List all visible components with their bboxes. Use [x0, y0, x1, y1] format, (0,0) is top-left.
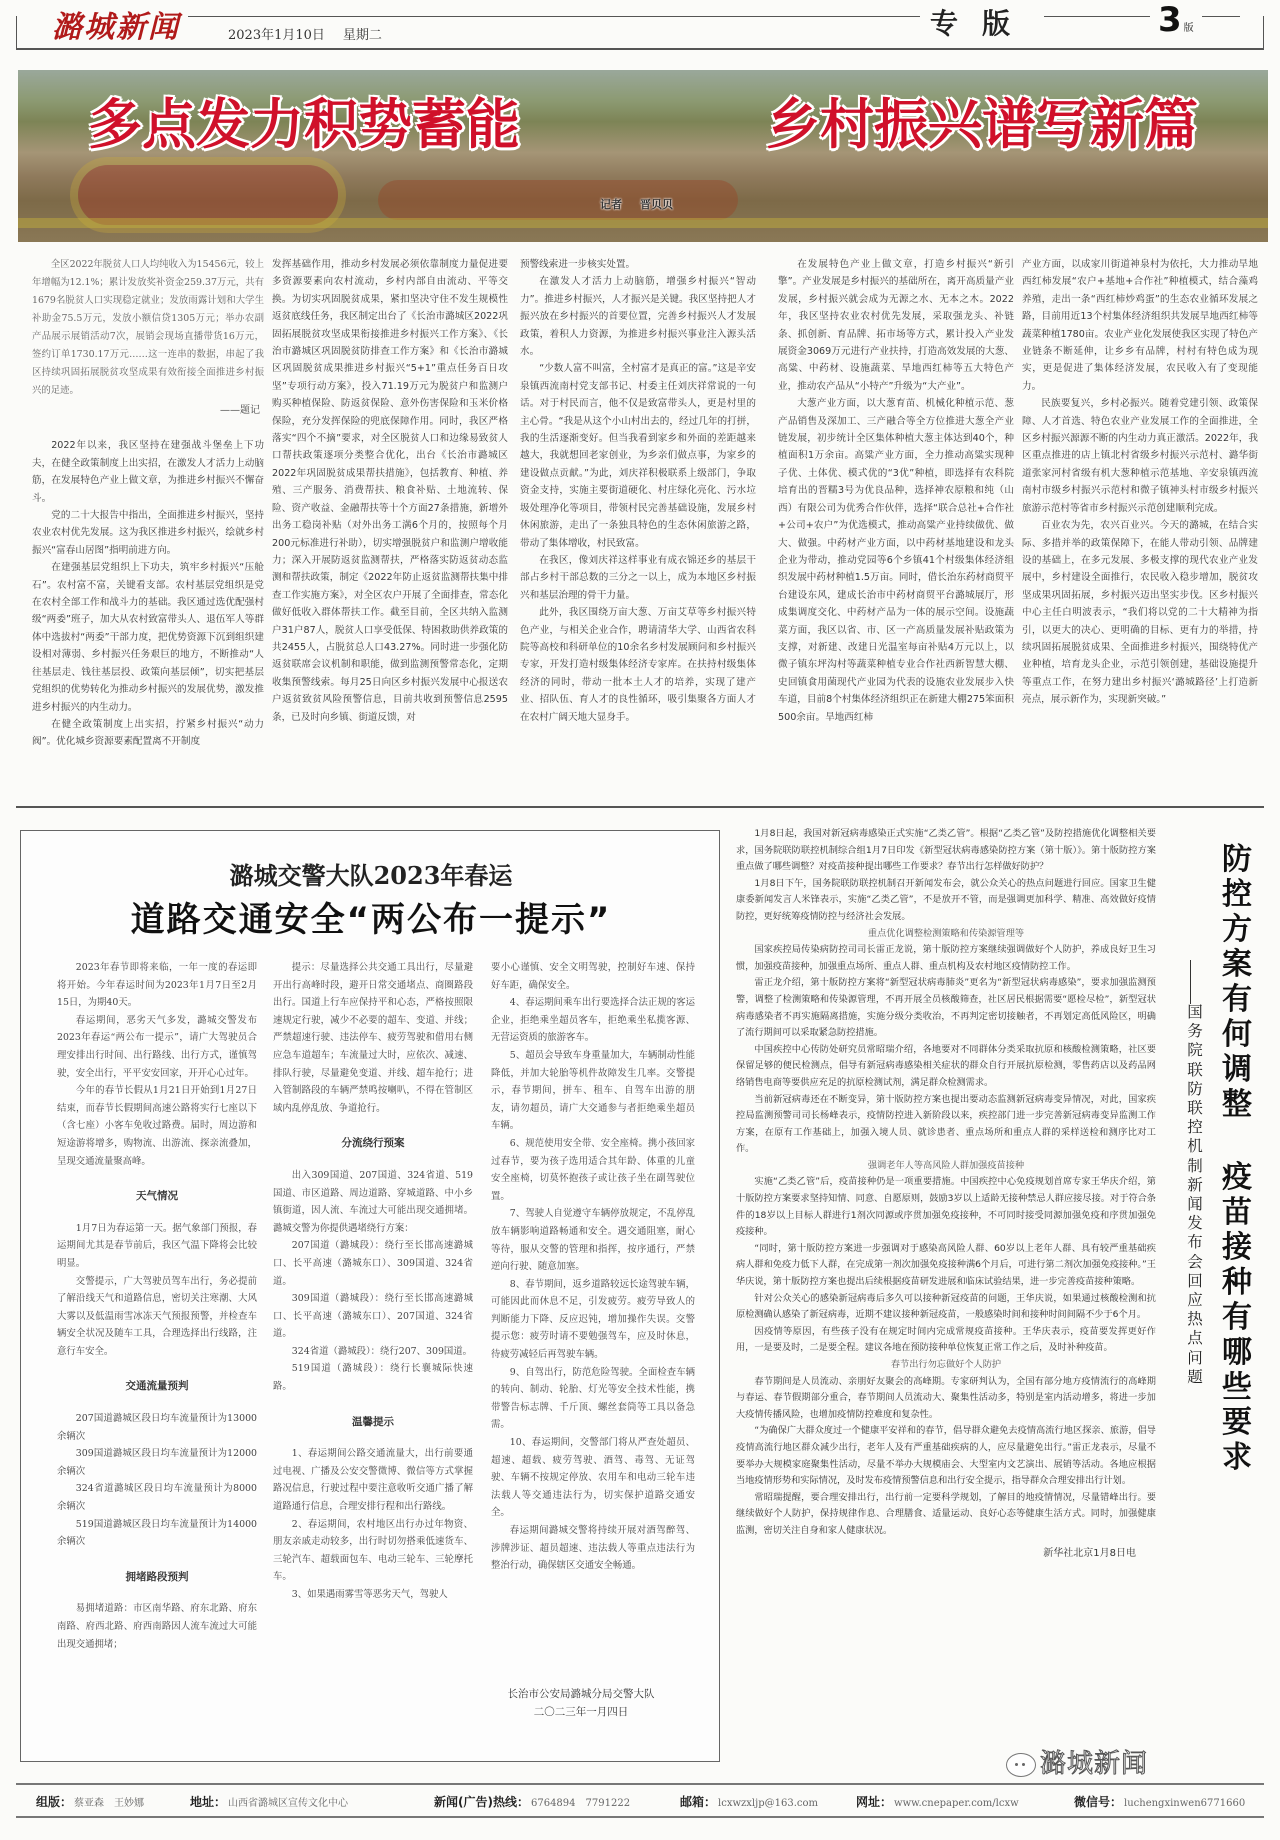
hotline-number: 7791222: [585, 1798, 631, 1809]
footer-rule-top: [16, 1783, 1264, 1785]
paragraph: 2023年春节即将来临，一年一度的春运即将开始。今年春运时间为2023年1月7日至2月15日，为期40天。: [57, 962, 257, 1009]
feature-column-2: [272, 256, 508, 726]
tip-item: 2、春运期间，农村地区出行办过年物资、朋友亲戚走动较多，出行时切勿搭乘低速货车、三轮汽车、超载面包车、电动三轮车、三轮摩托车。: [273, 1518, 473, 1583]
paragraph: 因疫情等原因，有些孩子没有在规定时间内完成常规疫苗接种。王华庆表示，疫苗要发挥更好作用，一是要及时，二是要全程。建议各地在预防接种单位恢复正常工作之后，及时补种疫苗。: [736, 1325, 1156, 1354]
detour-heading: 分流绕行预案: [341, 1137, 405, 1150]
subheading: 重点优化调整检测策略和传染源管理等: [867, 927, 1025, 939]
paragraph: 在建强基层党组织上下功夫，筑牢乡村振兴“压舱石”。农村富不富，关键看支部。农村基层党组织是党在农村全部工作和战斗力的基础。我区通过选优配强村级“两委”班子，加大从农村致富带头人、退伍军人等群体中选拔村“两委”干部力度，把优势资源下沉到组织建设相对薄弱、乡村振兴任务艰巨的地方，不断推动“人往基层走、钱往基层投、政策向基层倾”，切实把基层党组织的优势转化为推动乡村振兴的发展优势，激发推进乡村振兴的内生动力。: [32, 562, 264, 713]
layout-name: 王妙娜: [114, 1798, 145, 1809]
covid-vertical-subtitle: 国 务 院 联 防 联 控 机 制 新 闻 发 布 会 回 应 热 点 问 题: [1187, 1003, 1203, 1386]
detour-item: 519国道（潞城段）：绕行长襄城际快速路。: [273, 1363, 473, 1393]
section-divider: [16, 806, 1264, 808]
tip-item: 3、如果遇雨雾雪等恶劣天气，驾驶人: [291, 1589, 448, 1600]
paragraph: 在激发人才活力上动脑筋，增强乡村振兴“智动力”。推进乡村振兴，人才振兴是关键。我区坚持把人才振兴放在乡村振兴的首要位置，完善乡村振兴人才发展政策，着积人力资源，为推进乡村振兴事业注入源头活水。: [520, 276, 756, 358]
banner-headline-part1: 多点发力积势蓄能: [88, 93, 520, 156]
flowerbed-shape: [78, 165, 338, 225]
feature-column-5: [1022, 256, 1258, 709]
address-label: 地址：: [190, 1795, 227, 1809]
traffic-signature: [451, 1685, 711, 1721]
wechat-label: 微信号：: [1074, 1795, 1123, 1809]
email-label: 邮箱：: [680, 1795, 717, 1809]
tip-item: 7、驾驶人自觉遵守车辆停放规定，不乱停乱放车辆影响道路畅通和安全。遇交通阻塞，耐心等待，服从交警的管理和指挥，按序通行，严禁逆向行驶、随意加塞。: [491, 1208, 695, 1273]
feature-col1-body: [32, 437, 264, 750]
paragraph: 产业方面，以成家川街道神泉村为依托，大力推动旱地西红柿发展“农户+基地+合作社”种植模式，结合藻鸡养殖，走出一条“西红柿炒鸡蛋”的生态农业循环发展之路，目前用近13个村集体经济组织共发展旱地西红柿等蔬菜种植1780亩。农业产业化发展使我区实现了特色产业链条不断延伸，让乡乡有品牌，村村有特色成为现实，更是促进了集体经济发展，农民收入有了变现能力。: [1022, 259, 1258, 392]
tip-item: 9、自驾出行，防范危险驾驶。全面检查车辆的转向、制动、轮胎、灯光等安全技术性能，携带警告标志牌、千斤顶、螺丝套筒等工具以备急需。: [491, 1366, 695, 1431]
headline-gap: [1214, 1122, 1260, 1160]
paragraph: 此外，我区围绕万亩大葱、万亩艾草等乡村振兴特色产业，与相关企业合作，聘请清华大学、山西省农科院等高校和科研单位的10余名乡村发展顾问和乡村振兴专家，开发打造村级集体经济专家库。在扶持村级集体经济的同时，带动一批本土人才的培养，实现了建产业、招队伍、育人才的良性循环，吸引集聚各方面人才在农村广阔天地大显身手。: [520, 607, 756, 723]
layout-names: [74, 1798, 154, 1809]
page-suffix: 版: [1183, 23, 1194, 34]
masthead-rule: [160, 16, 1240, 17]
detour-item: 324省道（潞城段）：绕行207、309国道。: [291, 1345, 473, 1357]
paragraph: 中国疾控中心传防处研究员常昭瑞介绍，各地要对不同群体分类采取抗原和核酸检测策略，社区要保留足够的便民检测点，倡导有新冠病毒感染相关症状的群众自行开展抗原检测，零售药店以及药品网络销售电商等要供应充足的抗原检测试剂，满足群众检测需求。: [736, 1043, 1156, 1088]
weekday-text: 星期二: [342, 28, 382, 43]
banner-headline: [88, 92, 1198, 162]
vertical-subtitle-rule: [1190, 960, 1191, 1004]
tip-item: 10、春运期间，交警部门将从严查处超员、超速、超载、疲劳驾驶、酒驾、毒驾、无证驾驶、车辆不按规定停放、农用车和电动三轮车违法载人等交通违法行为，切实保护道路交通安全。: [491, 1437, 695, 1519]
footer: [36, 1791, 1276, 1813]
hotline-values: [531, 1798, 640, 1809]
paragraph: 1月8日下午，国务院联防联控机制召开新闻发布会，就公众关心的热点问题进行回应。国家卫生健康委新闻发言人米锋表示，实施“乙类乙管”，不是放开不管，而是强调更加科学、精准、高效做好疫情防控，更好统筹疫情防控与经济社会发展。: [736, 877, 1156, 922]
paragraph: “同时，第十版防控方案进一步强调对于感染高风险人群、60岁以上老年人群、具有较严重基础疾病人群和免疫力低下人群，在完成第一剂次加强免疫接种满6个月后，可进行第二剂次加强免疫接种。”王华庆说，第十版防控方案也提出后续根据疫苗研发进展和临床试验结果，进一步完善疫苗接种策略。: [736, 1242, 1156, 1288]
page-number: [1150, 0, 1202, 40]
masthead: [0, 0, 1280, 52]
tip-item: 6、规范使用安全带、安全座椅。携小孩回家过春节，要为孩子选用适合其年龄、体重的儿童安全座椅，切莫怀抱孩子或让孩子坐在副驾驶位置。: [491, 1137, 695, 1202]
covid-article-body: [736, 826, 1156, 1562]
paragraph: 提示：尽量选择公共交通工具出行，尽量避开出行高峰时段，避开日常交通堵点、商圈路段出行。国道上行车应保持平和心态，严格按照限速规定行驶，减少不必要的超车、变道、并线；严禁超速行驶、违法停车、疲劳驾驶和借用右侧应急车道超车；车流量过大时，应依次、减速、排队行驶，尽量避免变道、并线、超车抢行；进入管制路段的车辆严禁鸣按喇叭，不得在管制区域内乱停乱放、争道抢行。: [273, 962, 473, 1114]
layout-label: 组版：: [36, 1795, 73, 1809]
paragraph: 当前新冠病毒还在不断变异，第十版防控方案也提出要动态监测新冠病毒变异情况，对此，国家疾控局监测预警司司长杨峰表示，疫情防控进入新阶段以来，疾控部门进一步完善新冠病毒变异监测工作方案，在原有工作基础上，加强入境人员、就诊患者、重点场所和重点人群的采样送检和测序比对工作。: [736, 1093, 1156, 1155]
flow-heading: 交通流量预判: [125, 1380, 189, 1393]
signature-date: 二〇二三年一月四日: [533, 1706, 629, 1718]
paragraph: 今年的春节长假从1月21日开始到1月27日结束，而春节长假期间高速公路将实行七座以下（含七座）小客车免收过路费。届时，周边游和短途游将增多，购物流、出游流、探亲流叠加，呈现交通流量聚高峰。: [57, 1085, 257, 1167]
covid-vertical-headline: [1214, 842, 1260, 1475]
paragraph: 1月8日起，我国对新冠病毒感染正式实施“乙类乙管”。根据“乙类乙管”及防控措施优化调整相关要求，国务院联防联控机制综合组1月7日印发《新型冠状病毒感染防控方案（第十版）》。第十版防控方案重点做了哪些调整？对疫苗接种提出哪些工作要求？春节出行怎样做好防护？: [736, 828, 1156, 873]
paragraph: 交警提示，广大驾驶员驾车出行，务必提前了解沿线天气和道路信息，密切关注寒潮、大风大雾以及低温雨雪冰冻天气预报预警，并检查车辆安全状况及随车工具，合理选择出行线路，注意行车安全。: [57, 1275, 257, 1357]
byline-label: 记者: [600, 198, 622, 211]
footer-address: [190, 1793, 348, 1810]
paragraph: 雷正龙介绍，第十版防控方案将“新型冠状病毒肺炎”更名为“新型冠状病毒感染”，要求加强监测预警，调整了检测策略和传染源管理，不再开展全员核酸筛查，社区居民根据需要“愿检尽检”，新型冠状病毒感染者不再实施隔离措施，实施分级分类收治，不再判定密切接触者，不再划定高低风险区，明确了流行期间可以采取紧急防控措施。: [736, 977, 1156, 1039]
layout-name: 蔡亚森: [74, 1798, 105, 1809]
masthead-frame-right: [1263, 16, 1264, 49]
traffic-notice-box: [20, 830, 720, 1762]
paragraph: 国家疾控局传染病防控司司长雷正龙说，第十版防控方案继续强调做好个人防护，养成良好卫生习惯，加强疫苗接种，加强重点场所、重点人群、重点机构及农村地区疫情防控工作。: [736, 944, 1156, 972]
paragraph: 2022年以来，我区坚持在建强战斗堡垒上下功夫，在健全政策制度上出实招，在激发人才活力上动脑筋，在发展特色产业上做文章，为推进乡村振兴不懈奋斗。: [32, 440, 264, 504]
detour-item: 207国道（潞城段）：绕行至长邯高速潞城口、长平高速（潞城东口）、309国道、324省道。: [273, 1240, 473, 1287]
newspaper-logo: 潞城新闻: [44, 2, 188, 46]
paragraph: 春运期间，恶劣天气多发，潞城交警发布2023年春运“两公布一提示”，请广大驾驶员合理安排出行时间、出行路线、出行方式，谨慎驾驶，安全出行，平平安安回家，开开心心过年。: [57, 1014, 257, 1079]
wechat-id: luchengxinwen6771660: [1124, 1798, 1246, 1809]
website-link[interactable]: www.cnepaper.com/lcxw: [894, 1798, 1019, 1809]
wechat-watermark: 潞城新闻: [1040, 1749, 1149, 1779]
byline-name: 晋贝贝: [640, 198, 673, 211]
paragraph: 预警线索进一步核实处置。: [520, 259, 636, 270]
footer-website: [856, 1793, 1019, 1810]
flow-item: 309国道潞城区段日均车流量预计为12000余辆次: [57, 1448, 257, 1477]
signature-org: 长治市公安局潞城分局交警大队: [507, 1688, 655, 1700]
feature-intro: 全区2022年脱贫人口人均纯收入为15456元，较上年增幅为12.1%；累计发放奖补资金259.37万元，共有1679名脱贫人口实现稳定就业；发放雨露计划和大学生补助金75.5万元，发放小额信贷1305万元；举办农副产品展示展销活动7次，展销会现场直播带货16万元，签约订单1730.17万元……这一连串的数据，串起了我区持续巩固拓展脱贫攻坚成果有效衔接全面推进乡村振兴的足迹。: [32, 259, 264, 396]
website-label: 网址：: [856, 1795, 893, 1809]
subheading: 强调老年人等高风险人群加强疫苗接种: [867, 1159, 1025, 1171]
paragraph: 发挥基础作用，推动乡村发展必须依靠制度力量促进要多资源要素向农村流动，乡村内部自由流动、平等交换。为切实巩固脱贫成果，紧扣坚决守住不发生规模性返贫底线任务，我区制定出台了《长治市潞城区2022巩固拓展脱贫攻坚成果衔接推进乡村振兴工作方案》、《长治市潞城区巩固脱贫防排查工作方案》和《长治市潞城区巩固脱贫成果推进乡村振兴“5+1”重点任务百日攻坚”专项行动方案》，投入71.19万元为脱贫户和监测户购买种植保险、防返贫保险、意外伤害保险和玉米价格保险，充分发挥保险的兜底保障作用。同时，我区严格落实“四个不摘”要求，对全区脱贫人口和边缘易致贫人口帮扶政策逐项分类整合优化，出台《长治市潞城区2022年巩固脱贫成果帮扶措施》，包括教育、种植、养殖、三产服务、消费帮扶、粮食补贴、土地流转、保险、资产收益、金融帮扶等十个方面27条措施，新增外出务工稳岗补贴（对外出务工满6个月的，按照每个月200元标准进行补助），切实增强脱贫户和监测户增收能力；深入开展防返贫监测帮扶，严格落实防返贫动态监测和帮扶政策，制定《2022年防止返贫监测帮扶集中排查工作实施方案》，对全区农户开展了全面排查，常态化做好低收入群体帮扶工作。截至目前，全区共纳入监测户31户87人，脱贫人口享受低保、特困救助供养政策的共2455人，占脱贫总人口43.27%。同时进一步强化防返贫联席会议机制和职能，做到监测预警常态化，定期收集预警线索。每月25日向区乡村振兴发展中心报送农户返贫致贫风险预警信息，目前共收到预警信息2595条，已及时向乡镇、街道反馈，对: [272, 259, 508, 723]
paragraph: 易拥堵道路：市区南华路、府东北路、府东南路、府西北路、府西南路因人流车流过大可能出现交通拥堵；: [57, 1603, 257, 1650]
jam-heading: 拥堵路段预判: [125, 1570, 189, 1583]
paragraph: 春节期间是人员流动、亲朋好友聚会的高峰期。专家研判认为，全国有部分地方疫情流行的高峰期与春运、春节假期部分重合，春节期间人员流动大、聚集性活动多，特别是室内活动增多，将进一步加大疫情传播风险，也增加疫情防控难度和复杂性。: [736, 1375, 1156, 1420]
byline: [600, 198, 691, 212]
issue-date: [228, 24, 400, 43]
tip-item: 1、春运期间公路交通流量大，出行前要通过电视、广播及公安交警微博、微信等方式掌握路况信息，行驶过程中要注意收听交通广播了解道路通行信息，合理安排行程和出行路线。: [273, 1448, 473, 1513]
feature-column-1: [32, 256, 264, 751]
paragraph: 大葱产业方面，以大葱育苗、机械化种植示范、葱产品销售及深加工、三产融合等全方位推进大葱全产业链发展，初步统计全区集体种植大葱主体达到40个，种植面积1万余亩。高粱产业方面，全力推动高粱实现种子优、土体优、模式优的“3优”种植，即选择有农科院培育出的晋糯3号为优良品种，选择神农原粮和纯（山西）有限公司为优秀合作伙伴，选择“联合总社+合作社+公司+农户”为优选模式，推动高粱产业持续做优、做大、做强。中药材产业方面，以中药材基地建设和龙头企业为带动，推动党园等6个乡镇41个村级集体经济组织发展中药材种植1.5万亩。同时，借长治东药材商贸平台建设东风，建成长治市中药材商贸平台潞城展厅，形成集调度交化、中药材产品为一体的展示空间。设施蔬菜方面，我区以省、市、区一产高质量发展补贴政策为支撑，对新建、改建日光温室每亩补贴4万元以上，以微子镇东坪沟村等蔬菜种植专业合作社西新智慧大棚、史回镇食用菌现代产业园为代表的设施农业发展步入快车道，目前8个村集体经济组织正在新建大棚275笨面积500余亩。旱地西红柿: [778, 398, 1014, 723]
detour-item: 309国道（潞城段）：绕行至长邯高速潞城口、长平高速（潞城东口）、207国道、324省道。: [273, 1293, 473, 1340]
feature-column-4: [778, 256, 1014, 726]
flowerbed-stripe: [18, 218, 1268, 228]
traffic-subtitle: 潞城交警大队2023年春运: [229, 861, 513, 890]
paragraph: 实施“乙类乙管”后，疫苗接种仍是一项重要措施。中国疾控中心免疫规划首席专家王华庆介绍，第十版防控方案要求坚持知情、同意、自愿原则，鼓励3岁以上适龄无接种禁忌人群应接尽接。对于符合条件的18岁以上目标人群进行1剂次同源或序贯加强免疫接种，不可同时接受同源加强免疫和序贯加强免疫接种。: [736, 1176, 1156, 1238]
traffic-column-2: [273, 959, 473, 1604]
subheading: 春节出行勿忘做好个人防护: [890, 1359, 1002, 1370]
traffic-column-1: [57, 959, 257, 1653]
paragraph: 针对公众关心的感染新冠病毒后多久可以接种新冠疫苗的问题，王华庆说，如果通过核酸检测和抗原检测确认感染了新冠病毒，近期不建议接种新冠疫苗，一般感染时间和接种时间间隔不少于6个月。: [736, 1292, 1156, 1321]
banner-headline-part2: 乡村振兴谱写新篇: [766, 93, 1198, 156]
footer-layout: [36, 1793, 154, 1810]
traffic-column-3: [491, 959, 695, 1575]
flow-item: 324省道潞城区段日均车流量预计为8000余辆次: [57, 1483, 257, 1513]
tip-item: 4、春运期间乘车出行要选择合法正规的客运企业，拒绝乘坐超员客车，拒绝乘坐私揽客源、无营运资质的旅游客车。: [491, 997, 695, 1044]
flow-item: 519国道潞城区段日均车流量预计为14000余辆次: [57, 1518, 257, 1548]
paragraph: 1月7日为春运第一天。据气象部门预报，春运期间尤其是春节前后，我区气温下降将会比较明显。: [57, 1222, 257, 1269]
footer-wechat: [1074, 1793, 1245, 1810]
feature-column-3: [520, 256, 756, 726]
paragraph: 民族要复兴，乡村必振兴。随着党建引领、政策保障、人才首选、特色农业产业发展工作的全面推进，全区乡村振兴源源不断的内生动力真正激活。2022年，我区重点推进的店上镇北村省级乡村振兴示范村、潞华街道张家河村省级有机大葱种植示范基地、辛安泉镇西流南村市级乡村振兴示范村和微子镇神头村市级乡村振兴旅游示范村等省市乡村振兴示范创建顺利完成。: [1022, 398, 1258, 514]
paragraph: 在健全政策制度上出实招，拧紧乡村振兴“动力阀”。优化城乡资源要素配置离不开制度: [32, 718, 264, 748]
traffic-headline: 道路交通安全“两公布一提示”: [130, 900, 612, 940]
tip-item: 5、超员会导致车身重量加大，车辆制动性能降低，并加大轮胎等机件故障发生几率。交警提示，春节期间，拼车、租车、自驾车出游的朋友，请勿超员，请广大交通参与者拒绝乘坐超员车辆。: [491, 1049, 695, 1132]
section-name: 专版: [920, 2, 1044, 42]
headline-part2: 疫 苗 接 种 有 哪 些 要 求: [1222, 1160, 1252, 1475]
paragraph: “为确保广大群众度过一个健康平安祥和的春节，倡导群众避免去疫情高流行地区探亲、旅游，倡导疫情高流行地区群众减少出行，老年人及有严重基础疾病的人，应尽量避免出行。”雷正龙表示，尽量不要举办大规模家庭聚集性活动，尽量不举办大规模庙会、大型室内文艺演出、展销等活动。各地应根据当地疫情形势和实际情况，及时发布疫情预警信息和出行安全提示，指导群众合理安排出行计划。: [736, 1425, 1156, 1487]
address-value: 山西省潞城区宣传文化中心: [228, 1798, 349, 1809]
weather-heading: 天气情况: [136, 1190, 178, 1203]
tip-item: 8、春节期间，返乡道路较远长途驾驶车辆，可能因此而休息不足，引发疲劳。疲劳导致人的判断能力下降、反应迟钝，增加操作失误。交警提示您：疲劳时请不要勉强驾车，应及时休息，待疲劳减轻后再驾驶车辆。: [491, 1278, 695, 1361]
paragraph: 要小心谨慎、安全文明驾驶，控制好车速、保持好车距，确保安全。: [491, 962, 695, 991]
masthead-frame-left: [16, 16, 17, 49]
footer-email: [680, 1793, 818, 1810]
paragraph: 在发展特色产业上做文章，打造乡村振兴“新引擎”。产业发展是乡村振兴的基础所在，离开高质量产业发展，乡村振兴就会成为无源之水、无本之木。2022年，我区坚持农业农村优先发展，采取强龙头、补链条、抓创新、育品牌、拓市场等方式，累计投入产业发展资金3069万元进行产业扶持，打造高效发展的大葱、高粱、中药材、设施蔬菜、旱地西红柿等五大特色产业，推动农产品从“小特产”升级为“大产业”。: [778, 259, 1014, 392]
detour-item: 出入309国道、207国道、324省道、519国道、市区道路、周边道路、穿城道路、中小乡镇街道，因人流、车流过大可能出现交通拥堵。潞城交警为你提供遇堵绕行方案：: [273, 1169, 473, 1234]
footer-rule-bottom: [16, 1816, 1264, 1818]
paragraph: 常昭瑞提醒，要合理安排出行，出行前一定要科学规划，了解目的地疫情情况，尽量错峰出行。要继续做好个人防护，保持规律作息、合理膳食、适量运动、良好心态等健康生活方式。同时，加强健康监测，密切关注自身和家人健康状况。: [736, 1491, 1156, 1536]
masthead-rule-bottom: [16, 48, 1264, 50]
paragraph: 百业农为先，农兴百业兴。今天的潞城，在结合实际、多措并举的政策保障下，在能人带动引领、品牌建设的基础上，在多元发展、多极支撑的现代农业产业发展中，乡村建设全面推行，农民收入稳步增加，脱贫攻坚成果巩固拓展，乡村振兴迈出坚实步伐。区乡村振兴中心主任白明波表示，“我们将以党的二十大精神为指引，以更大的决心、更明确的目标、更有力的举措，持续巩固拓展脱贫成果、全面推进乡村振兴，围绕特优产业种植，培育龙头企业，示范引领创建，基础设施提升等重点工作，在努力建出乡村振兴‘潞城路径’上打造新亮点，展示新作为，实现新突破。”: [1022, 520, 1258, 706]
intro-signature: ——题记: [220, 405, 260, 416]
flow-item: 207国道潞城区段日均车流量预计为13000余辆次: [57, 1413, 257, 1442]
page-number-value: 3: [1158, 0, 1182, 40]
date-text: 2023年1月10日: [228, 28, 325, 43]
wechat-icon: [1006, 1753, 1036, 1777]
headline-banner-photo: [18, 70, 1268, 242]
paragraph: “少数人富不叫富，全村富才是真正的富。”这是辛安泉镇西流南村党支部书记、村委主任刘庆祥常说的一句话。对于村民而言，他不仅是致富带头人，更是村里的主心骨。“我是从这个小山村出去的，经过几年的打拼，我的生活逐渐变好。但当我看到家乡和外面的差距越来越大，我就想回老家创业，为乡亲们做点事，为家乡的建设做点贡献。”为此，刘庆祥积极联系上级部门，争取资金支持，实施主要街道硬化、村庄绿化亮化、污水垃圾处理净化等项目，带领村民完善基础设施，发展乡村休闲旅游，走出了一条独具特色的生态休闲旅游之路，带动了集体增收，村民致富。: [520, 363, 756, 549]
paragraph: 党的二十大报告中指出，全面推进乡村振兴，坚持农业农村优先发展。这为我区推进乡村振兴，绘就乡村振兴“富春山居图”指明前进方向。: [32, 510, 264, 556]
tips-heading: 温馨提示: [352, 1415, 394, 1428]
email-link[interactable]: lcxwzxljp@163.com: [718, 1798, 818, 1809]
hotline-label: 新闻(广告)热线：: [434, 1795, 529, 1809]
paragraph: 在我区，像刘庆祥这样事业有成衣锦还乡的基层干部占乡村干部总数的三分之一以上，成为本地区乡村振兴和基层治理的骨干力量。: [520, 554, 756, 601]
news-source: 新华社北京1月8日电: [1043, 1547, 1136, 1559]
paragraph: 春运期间潞城交警将持续开展对酒驾醉驾、涉牌涉证、超员超速、违法载人等重点违法行为整治行动，确保辖区交通安全畅通。: [491, 1525, 695, 1572]
hotline-number: 6764894: [530, 1798, 576, 1809]
headline-part1: 防 控 方 案 有 何 调 整: [1222, 842, 1252, 1122]
footer-hotline: [434, 1793, 640, 1810]
